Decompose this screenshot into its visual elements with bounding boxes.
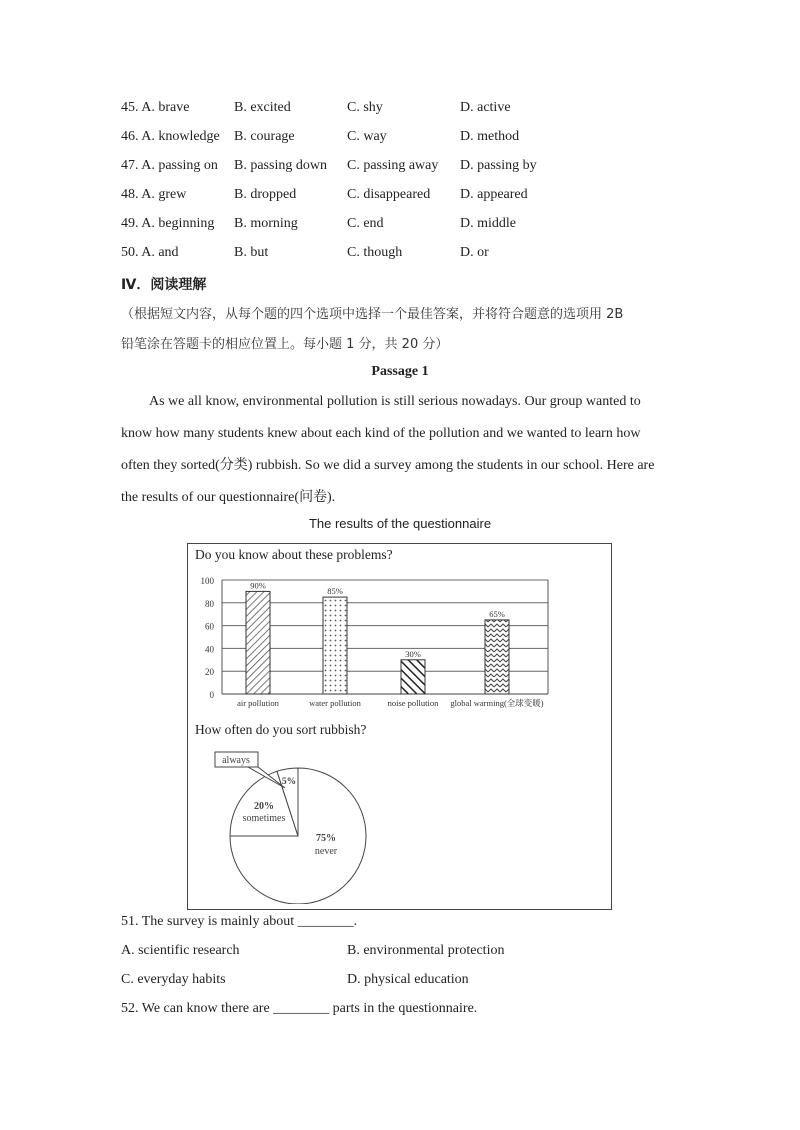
option-d: D. middle <box>460 216 516 231</box>
bar <box>401 660 425 694</box>
bar-value-label: 85% <box>327 586 343 597</box>
bar-value-label: 30% <box>405 648 421 659</box>
option-b: B. morning <box>234 216 298 231</box>
option-d: D. appeared <box>460 187 528 202</box>
section-instruction-line2: 铅笔涂在答题卡的相应位置上。每小题 1 分，共 20 分） <box>121 337 449 352</box>
option-d: D. method <box>460 129 520 144</box>
y-tick-label: 20 <box>205 667 214 678</box>
pie-pct-label: 5% <box>281 777 297 787</box>
pie-pct-label: 20% <box>254 801 274 812</box>
passage-line-2: know how many students knew about each kind of the pollution and we wanted to learn how <box>121 426 641 441</box>
y-tick-label: 60 <box>205 621 214 632</box>
pie-slice-label: sometimes <box>242 813 286 824</box>
q51-option-c: C. everyday habits <box>121 972 226 987</box>
option-a: 46. A. knowledge <box>121 129 220 144</box>
bar-marks <box>246 580 509 694</box>
q51-option-a: A. scientific research <box>121 943 240 958</box>
bar-chart-question: Do you know about these problems? <box>195 547 393 562</box>
passage-line-1: As we all know, environmental pollution is still serious nowadays. Our group wanted to <box>149 394 641 409</box>
passage-line-4: the results of our questionnaire(问卷). <box>121 490 336 505</box>
bar-value-label: 90% <box>250 580 266 591</box>
questionnaire-figure <box>187 543 612 910</box>
option-c: C. though <box>347 245 403 260</box>
option-b: B. dropped <box>234 187 297 202</box>
bar-y-axis <box>201 576 215 700</box>
option-d: D. passing by <box>460 158 537 173</box>
passage-title: Passage 1 <box>371 364 429 379</box>
x-tick-label: noise pollution <box>387 698 439 708</box>
option-b: B. passing down <box>234 158 327 173</box>
option-b: B. courage <box>234 129 295 144</box>
option-d: D. active <box>460 100 511 115</box>
passage-line-3: often they sorted(分类) rubbish. So we did a survey among the students in our school. Here are <box>121 458 655 473</box>
y-tick-label: 80 <box>205 598 214 609</box>
y-tick-label: 0 <box>209 690 214 700</box>
option-a: 48. A. grew <box>121 187 187 202</box>
option-a: 47. A. passing on <box>121 158 218 173</box>
option-b: B. excited <box>234 100 291 115</box>
option-a: 49. A. beginning <box>121 216 215 231</box>
pie-slice-label: always <box>222 755 250 766</box>
bar-value-label: 65% <box>489 608 505 619</box>
pie-chart <box>188 744 611 904</box>
option-c: C. disappeared <box>347 187 431 202</box>
option-a: 45. A. brave <box>121 100 190 115</box>
option-c: C. passing away <box>347 158 439 173</box>
question-52: 52. We can know there are ________ parts in the questionnaire. <box>121 1001 478 1016</box>
option-b: B. but <box>234 245 269 260</box>
pie-slice-label: never <box>314 846 338 857</box>
option-c: C. end <box>347 216 384 231</box>
bar <box>323 597 347 694</box>
x-tick-label: water pollution <box>309 698 361 708</box>
option-d: D. or <box>460 245 489 260</box>
q51-option-b: B. environmental protection <box>347 943 505 958</box>
y-tick-label: 100 <box>200 576 214 586</box>
bar <box>485 620 509 694</box>
option-a: 50. A. and <box>121 245 179 260</box>
y-tick-label: 40 <box>205 644 214 655</box>
question-51: 51. The survey is mainly about ________. <box>121 914 358 929</box>
x-tick-label: global warming(全球变暖) <box>450 698 544 708</box>
x-tick-label: air pollution <box>237 698 279 708</box>
section-title: Ⅳ．阅读理解 <box>121 277 207 293</box>
pie-pct-label: 75% <box>316 833 336 844</box>
bar <box>246 591 270 694</box>
pie-chart-question: How often do you sort rubbish? <box>195 722 367 737</box>
figure-caption: The results of the questionnaire <box>308 516 492 531</box>
q51-option-d: D. physical education <box>347 972 469 987</box>
bar-x-axis <box>237 698 544 708</box>
option-c: C. shy <box>347 100 383 115</box>
option-c: C. way <box>347 129 387 144</box>
section-instruction-line1: （根据短文内容，从每个题的四个选项中选择一个最佳答案，并将符合题意的选项用 2B <box>121 307 624 322</box>
bar-chart <box>188 568 611 743</box>
